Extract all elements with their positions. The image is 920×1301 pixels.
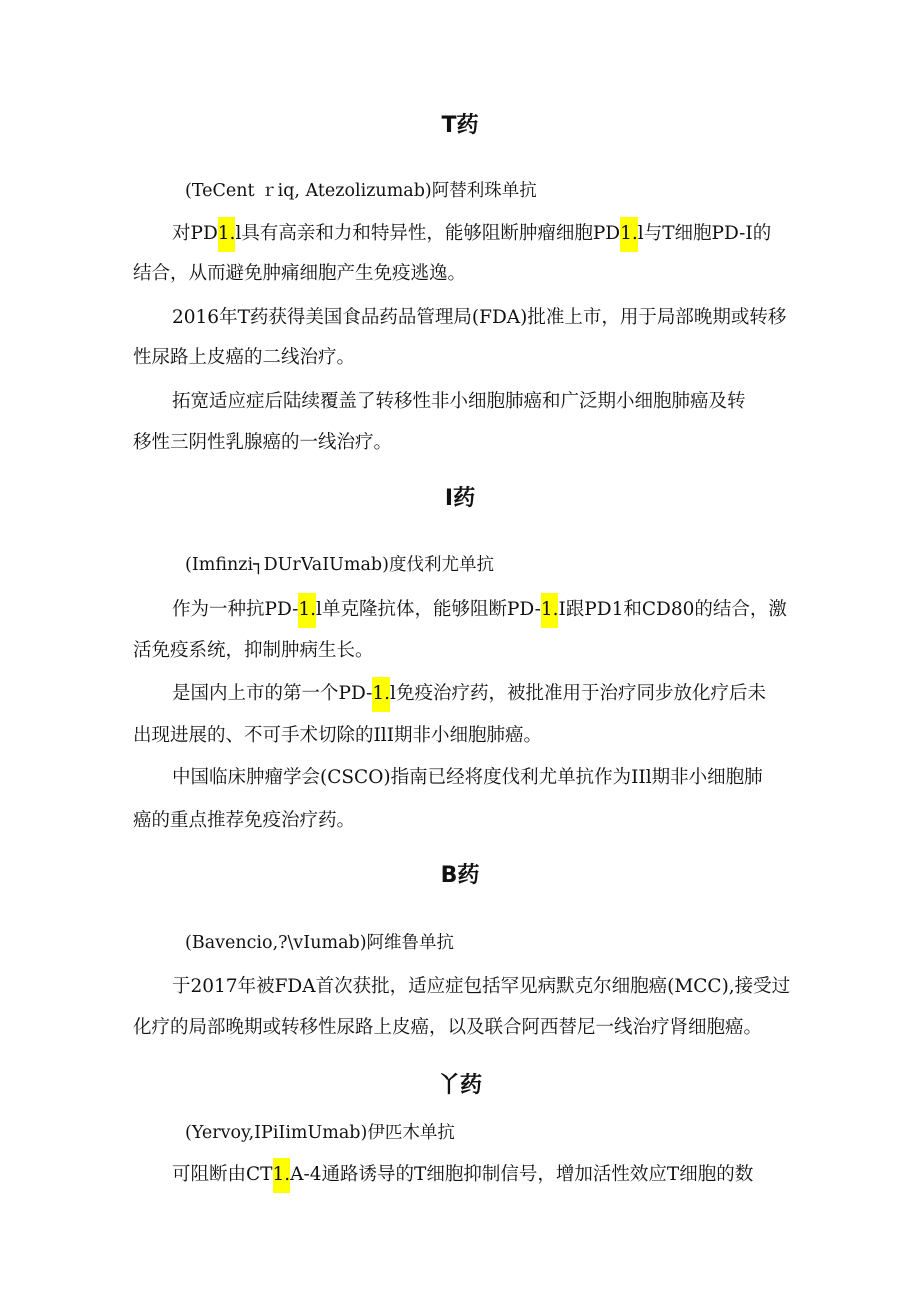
section-heading: I药 xyxy=(444,486,476,511)
highlighted-text: 1. xyxy=(273,1158,291,1193)
highlighted-text: 1. xyxy=(541,593,559,628)
paragraph-line xyxy=(172,219,771,249)
drug-names: (Yervoy,IPiIimUmab)伊匹木单抗 xyxy=(185,1123,455,1143)
paragraph-line xyxy=(133,428,392,458)
section-heading: B药 xyxy=(440,863,480,888)
paragraph-line xyxy=(133,636,374,666)
text-segment: 作为一种抗PD- xyxy=(172,599,299,620)
text-segment: l与T细胞PD-I的 xyxy=(637,223,772,244)
highlighted-text: 1. xyxy=(298,593,316,628)
highlighted-text: 1. xyxy=(620,217,638,252)
text-segment: 结合，从而避免肿痛细胞产生免疫逃逸。 xyxy=(133,263,467,284)
text-segment: 2016年T药获得美国食品药品管理局(FDA)批准上市，用于局部晚期或转移 xyxy=(172,307,787,328)
text-segment: 性尿路上皮癌的二线治疗。 xyxy=(133,347,356,368)
text-segment: I跟PD1和CD80的结合，激 xyxy=(558,599,787,620)
text-segment: 是国内上市的第一个PD- xyxy=(172,683,373,704)
paragraph-line xyxy=(172,303,786,333)
paragraph-line xyxy=(133,343,355,373)
text-segment: l具有高亲和力和特异性，能够阻断肿瘤细胞PD xyxy=(235,223,621,244)
text-segment: A-4通路诱导的T细胞抑制信号，增加活性效应T细胞的数 xyxy=(290,1164,754,1185)
drug-names: (Bavencio,?\vIumab)阿维鲁单抗 xyxy=(185,933,455,953)
paragraph-line xyxy=(133,1013,762,1043)
text-segment: l免疫治疗药，被批准用于治疗同步放化疗后未 xyxy=(390,683,766,704)
paragraph-line xyxy=(172,763,763,793)
text-segment: 于2017年被FDA首次获批，适应症包括罕见病默克尔细胞癌(MCC),接受过 xyxy=(172,976,791,997)
text-segment: 活免疫系统，抑制肿病生长。 xyxy=(133,640,374,661)
section-heading: T药 xyxy=(441,113,479,138)
text-segment: 中国临床肿瘤学会(CSCO)指南已经将度伐利尤单抗作为IIl期非小细胞肺 xyxy=(172,767,763,788)
text-segment: 对PD xyxy=(172,223,218,244)
text-segment: 移性三阴性乳腺癌的一线治疗。 xyxy=(133,432,393,453)
text-segment: 可阻断由CT xyxy=(172,1164,273,1185)
paragraph-line xyxy=(172,387,746,417)
paragraph-line xyxy=(172,595,787,625)
paragraph-line xyxy=(172,1160,753,1190)
paragraph-line xyxy=(133,806,355,836)
text-segment: 癌的重点推荐免疫治疗药。 xyxy=(133,810,356,831)
text-segment: 出现进展的、不可手术切除的IlI期非小细胞肺癌。 xyxy=(133,725,543,746)
drug-names: (Imfinzi┐DUrVaIUmab)度伐利尤单抗 xyxy=(185,555,494,575)
drug-names: (TeCent ｒiq, Atezolizumab)阿替利珠单抗 xyxy=(185,181,537,201)
text-segment: 拓宽适应症后陆续覆盖了转移性非小细胞肺癌和广泛期小细胞肺癌及转 xyxy=(172,391,746,412)
paragraph-line xyxy=(133,721,542,751)
text-segment: 化疗的局部晚期或转移性尿路上皮癌，以及联合阿西替尼一线治疗肾细胞癌。 xyxy=(133,1017,763,1038)
paragraph-line xyxy=(172,972,790,1002)
highlighted-text: 1. xyxy=(218,217,236,252)
text-segment: l单克隆抗体，能够阻断PD- xyxy=(316,599,541,620)
paragraph-line xyxy=(172,679,766,709)
section-heading: 丫药 xyxy=(437,1073,482,1098)
paragraph-line xyxy=(133,259,466,289)
highlighted-text: 1. xyxy=(372,677,390,712)
